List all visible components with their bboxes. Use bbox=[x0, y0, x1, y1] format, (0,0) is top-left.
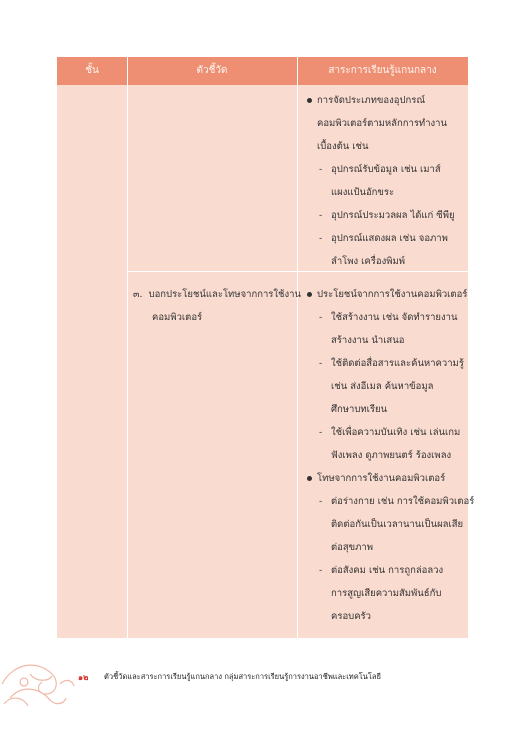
footer-title: ตัวชี้วัดและสาระการเรียนรู้แกนกลาง กลุ่มสาระการเรียนรู้การงานอาชีพและเทคโนโลยี bbox=[104, 672, 381, 681]
text-line: ศึกษาบทเรียน bbox=[331, 404, 388, 415]
header-indicator: ตัวชี้วัด bbox=[196, 65, 228, 76]
dash-item: - อุปกรณ์แสดงผล เช่น จอภาพ bbox=[319, 233, 448, 244]
bullet-item: โทษจากการใช้งานคอมพิวเตอร์ bbox=[317, 467, 474, 490]
header-content: สาระการเรียนรู้แกนกลาง bbox=[328, 65, 437, 76]
bullet-item: ประโยชน์จากการใช้งานคอมพิวเตอร์ bbox=[317, 283, 474, 306]
text-line: ลำโพง เครื่องพิมพ์ bbox=[331, 256, 406, 267]
text-line: เช่น ส่งอีเมล ค้นหาข้อมูล bbox=[331, 381, 434, 392]
curriculum-table bbox=[57, 57, 475, 638]
text-line: เบื้องต้น เช่น bbox=[317, 141, 369, 152]
page-number: ๑๒ bbox=[78, 673, 89, 682]
text-line: แผงแป้นอักขระ bbox=[331, 187, 395, 198]
dash-item: - ใช้เพื่อความบันเทิง เช่น เล่นเกม bbox=[319, 427, 461, 438]
table-header bbox=[57, 57, 468, 85]
dash-item: - อุปกรณ์รับข้อมูล เช่น เมาส์ bbox=[319, 164, 441, 175]
row1-content-cell bbox=[317, 89, 455, 273]
text-line: คอมพิวเตอร์ตามหลักการทำงาน bbox=[317, 118, 447, 129]
text-line: สร้างงาน นำเสนอ bbox=[331, 335, 405, 346]
dash-item: - ใช้สร้างงาน เช่น จัดทำรายงาน bbox=[319, 312, 458, 323]
dash-item: - ใช้ติดต่อสื่อสารและค้นหาความรู้ bbox=[319, 358, 464, 369]
indicator-line: ๓. บอกประโยชน์และโทษจากการใช้งาน bbox=[133, 289, 301, 300]
header-grade: ชั้น bbox=[85, 65, 99, 76]
text-line: คอมพิวเตอร์ bbox=[152, 312, 203, 323]
text-line: ครอบครัว bbox=[331, 611, 371, 622]
column-divider bbox=[297, 57, 298, 638]
dash-item: - อุปกรณ์ประมวลผล ได้แก่ ซีพียู bbox=[319, 210, 455, 221]
row2-indicator-cell bbox=[133, 283, 301, 329]
text-line: ติดต่อกันเป็นเวลานานเป็นผลเสีย bbox=[331, 519, 464, 530]
text-line: ฟังเพลง ดูภาพยนตร์ ร้องเพลง bbox=[331, 450, 452, 461]
text-line: การสูญเสียความสัมพันธ์กับ bbox=[331, 588, 442, 599]
row2-content-cell bbox=[317, 283, 474, 628]
dash-item: - ต่อสังคม เช่น การถูกล่อลวง bbox=[319, 565, 444, 576]
column-divider bbox=[127, 57, 128, 638]
bullet-item: การจัดประเภทของอุปกรณ์ bbox=[317, 89, 455, 112]
dash-item: - ต่อร่างกาย เช่น การใช้คอมพิวเตอร์ bbox=[319, 496, 475, 507]
text-line: ต่อสุขภาพ bbox=[331, 542, 374, 553]
floral-ornament-icon bbox=[0, 654, 524, 714]
